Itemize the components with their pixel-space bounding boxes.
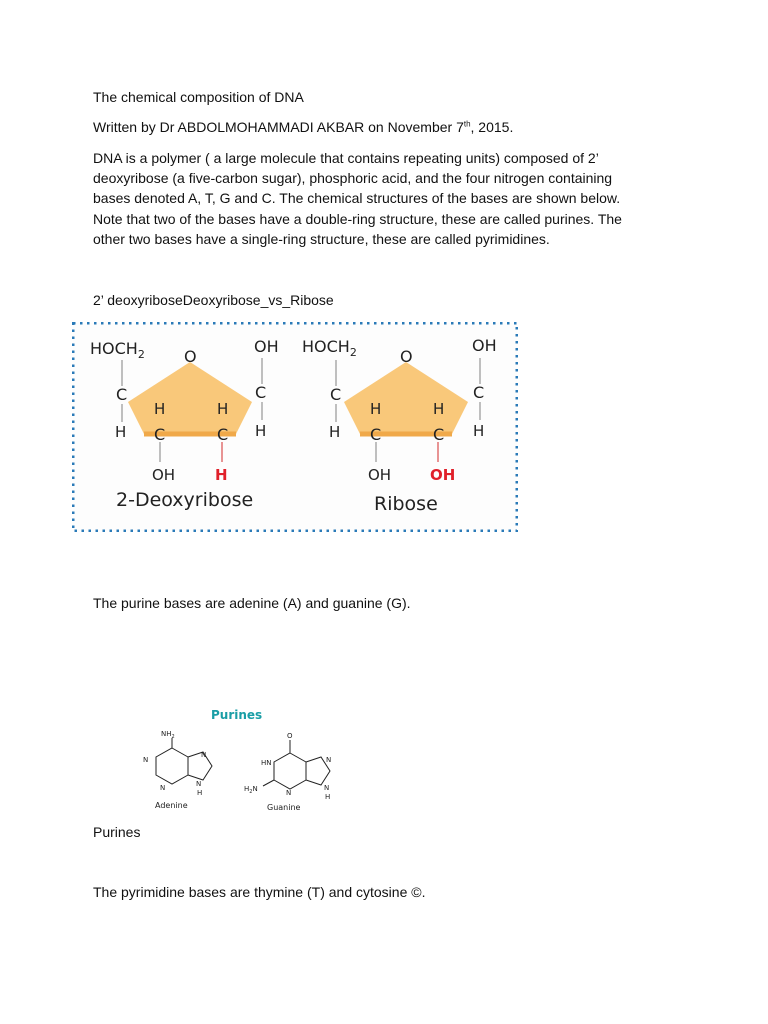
document-title: The chemical composition of DNA [93, 89, 304, 105]
carbon-label: C [217, 425, 229, 444]
intro-line: deoxyribose (a five-carbon sugar), phosphoric acid, and the four nitrogen containing [93, 170, 613, 187]
ring-oxygen-label: O [400, 347, 413, 366]
intro-paragraph [93, 148, 673, 249]
deoxyribose-name: 2-Deoxyribose [116, 489, 254, 511]
adenine-structure [156, 738, 212, 784]
hn-label: HN [261, 759, 272, 767]
hydrogen-label: H [473, 422, 485, 440]
carbon-label: C [330, 385, 342, 404]
carbon-label: C [154, 425, 166, 444]
byline-year: , 2015. [470, 119, 514, 135]
n1-label: N [143, 756, 149, 764]
hydrogen-label: H [217, 400, 229, 418]
carbon-label: C [370, 425, 382, 444]
carbon-label: C [255, 383, 267, 402]
hydrogen-label: H [255, 422, 267, 440]
oh-bottom-label: OH [368, 466, 392, 484]
hydrogen-label: H [433, 400, 445, 418]
pyrimidine-text: The pyrimidine bases are thymine (T) and cytosine ©. [93, 884, 426, 900]
nh2-label: $NH_2$ [161, 730, 175, 740]
n9-label: N [196, 780, 202, 788]
intro-line: bases denoted A, T, G and C. The chemical structures of the bases are shown below. [93, 190, 621, 207]
ring-oxygen-label: O [184, 347, 197, 366]
n3-label: N [286, 789, 292, 797]
hydrogen-label: H [370, 400, 382, 418]
deoxyribose-vs-ribose-figure [72, 322, 518, 532]
sugar-structures-svg [72, 322, 518, 532]
hoch2-label: $HOCH_2$ [302, 337, 357, 359]
n7-label: N [326, 756, 332, 764]
c2-hydrogen-highlight: H [215, 466, 228, 484]
purine-text: The purine bases are adenine (A) and guanine (G). [93, 595, 411, 611]
n7-label: N [201, 751, 207, 759]
intro-line: Note that two of the bases have a double-ring structure, these are called purines. The [93, 210, 622, 227]
hydrogen-label: H [154, 400, 166, 418]
n9-hydrogen-label: H [325, 793, 331, 801]
hydrogen-label: H [329, 423, 341, 441]
byline [93, 117, 673, 137]
guanine-structure [263, 740, 330, 789]
purines-svg [130, 698, 355, 820]
intro-line: other two bases have a single-ring structure, these are called pyrimidines. [93, 230, 550, 247]
oh-top-label: OH [472, 336, 497, 355]
hoch2-label: $HOCH_2$ [90, 339, 145, 361]
carbon-label: C [116, 385, 128, 404]
carbon-label: C [433, 425, 445, 444]
purines-heading: Purines [211, 708, 263, 722]
c2-hydroxyl-highlight: OH [430, 466, 456, 484]
hydrogen-label: H [115, 423, 127, 441]
ribose-name: Ribose [374, 493, 438, 515]
intro-line: DNA is a polymer ( a large molecule that contains repeating units) composed of 2’ [93, 150, 599, 166]
adenine-labels [143, 730, 206, 810]
h2n-label: $H_2N$ [244, 785, 258, 795]
byline-text: Written by Dr ABDOLMOHAMMADI AKBAR on November 7 [93, 119, 464, 135]
n9-label: N [324, 784, 330, 792]
sugar-caption: 2’ deoxyriboseDeoxyribose_vs_Ribose [93, 292, 334, 308]
adenine-name: Adenine [155, 801, 188, 810]
purines-figure [130, 698, 355, 820]
n3-label: N [160, 784, 166, 792]
guanine-name: Guanine [267, 803, 301, 812]
guanine-labels [244, 732, 331, 812]
oh-bottom-label: OH [152, 466, 176, 484]
purines-caption: Purines [93, 824, 141, 840]
byline-ordinal: th [463, 119, 471, 129]
n9-hydrogen-label: H [197, 789, 203, 797]
oxygen-label: O [287, 732, 293, 740]
carbon-label: C [473, 383, 485, 402]
oh-top-label: OH [254, 337, 279, 356]
